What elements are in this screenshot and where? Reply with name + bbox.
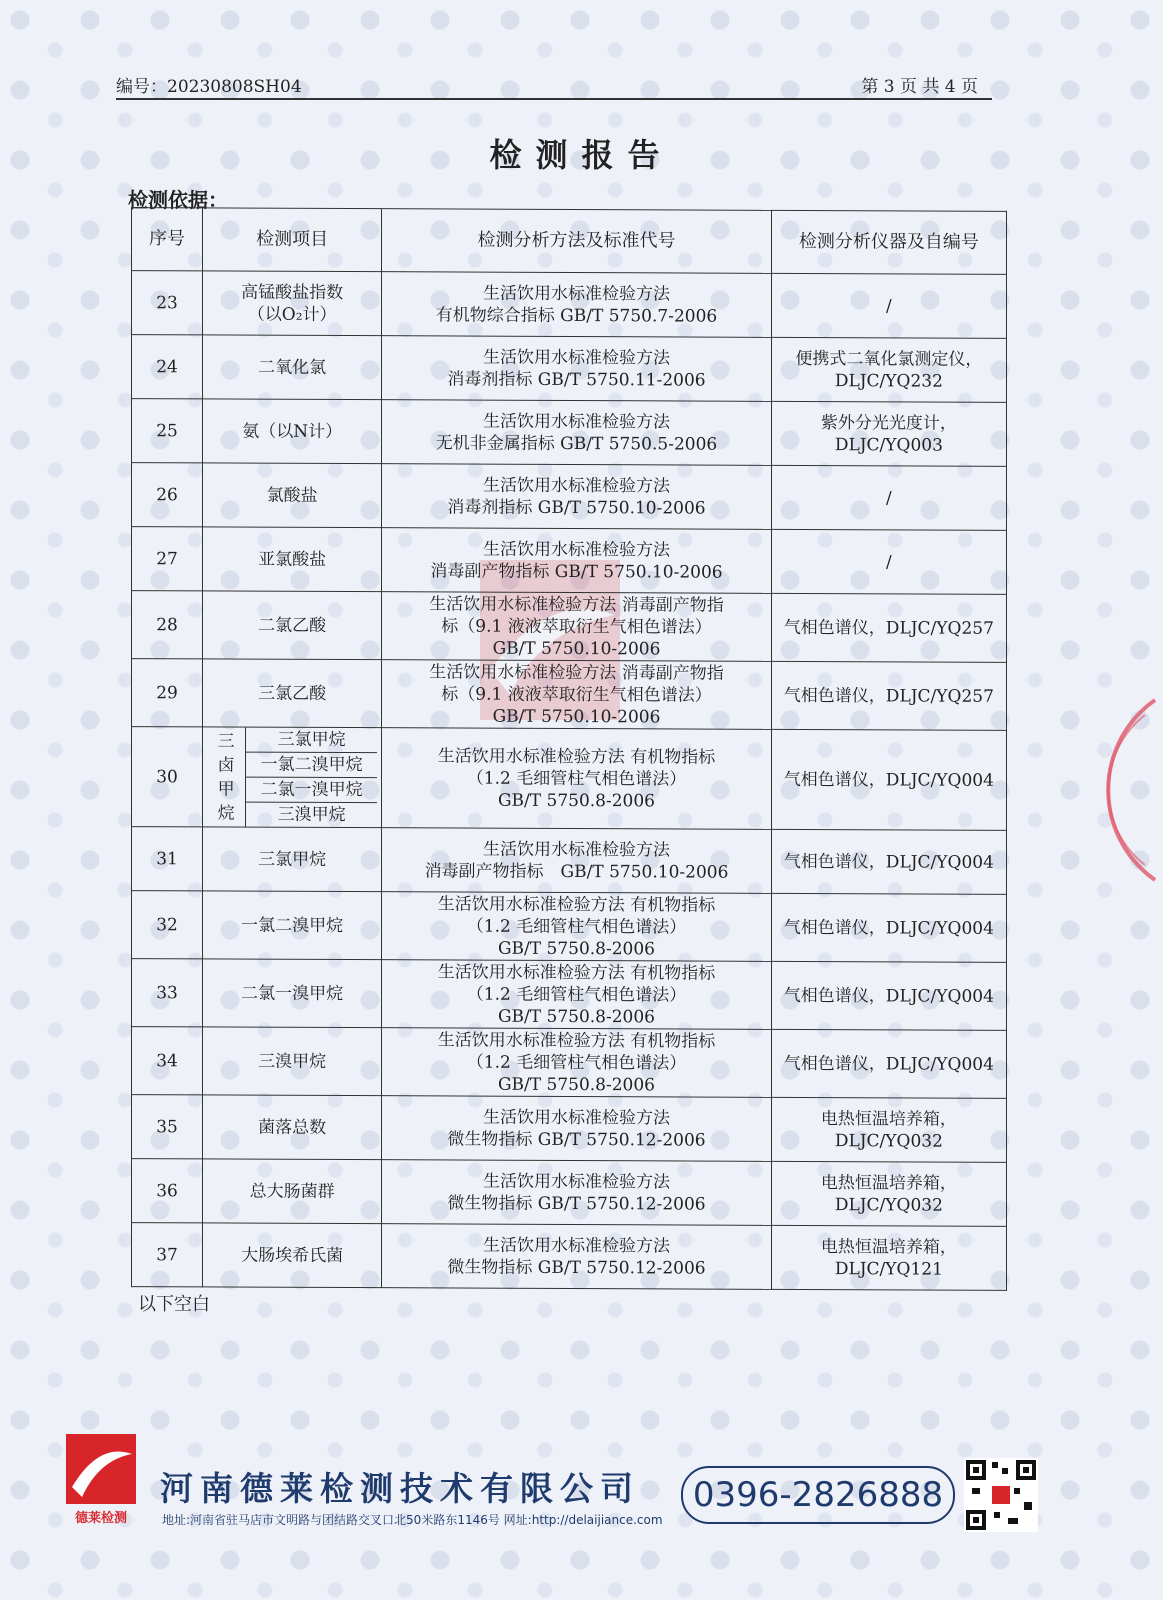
row-number: 37 (132, 1223, 203, 1287)
group-label: 三 卤 甲 烷 (207, 727, 246, 826)
row-number: 27 (132, 527, 203, 591)
method-cell: 生活饮用水标准检验方法 有机物综合指标 GB/T 5750.7-2006 (382, 272, 771, 338)
instrument-cell: 电热恒温培养箱， DLJC/YQ121 (771, 1225, 1006, 1290)
col-header-method: 检测分析方法及标准代号 (382, 209, 771, 274)
instrument-cell: 气相色谱仪，DLJC/YQ004 (771, 729, 1006, 830)
instrument-cell: / (771, 273, 1006, 338)
item-cell: 一氯二溴甲烷 (203, 891, 382, 960)
instrument-cell: 便携式二氧化氯测定仪， DLJC/YQ232 (771, 337, 1006, 402)
page-info: 第 3 页 共 4 页 (861, 77, 978, 97)
row-number: 24 (132, 335, 203, 399)
test-basis-table (131, 207, 1007, 1291)
method-cell: 生活饮用水标准检验方法 消毒剂指标 GB/T 5750.10-2006 (382, 464, 771, 530)
sub-item: 二氯一溴甲烷 (246, 777, 378, 803)
row-number: 30 (132, 727, 203, 827)
row-number: 28 (132, 591, 203, 659)
method-cell: 生活饮用水标准检验方法 有机物指标 （1.2 毛细管柱气相色谱法） GB/T 5750.8-2006 (382, 728, 771, 830)
sub-item: 三溴甲烷 (246, 802, 378, 827)
row-number: 33 (132, 959, 203, 1027)
report-number: 编号：20230808SH04 (116, 77, 302, 97)
row-number: 35 (132, 1095, 203, 1159)
table-row (132, 1095, 1007, 1163)
trihalomethane-group-cell (203, 727, 382, 828)
item-cell: 大肠埃希氏菌 (203, 1223, 382, 1288)
item-cell: 三溴甲烷 (203, 1027, 382, 1096)
seal-stamp (1060, 690, 1163, 890)
col-header-seq: 序号 (132, 208, 203, 271)
item-cell: 二氯一溴甲烷 (203, 959, 382, 1028)
method-cell: 生活饮用水标准检验方法 消毒副产物指 标（9.1 液液萃取衍生气相色谱法） GB/T 5750.10-2006 (382, 660, 771, 730)
method-cell: 生活饮用水标准检验方法 无机非金属指标 GB/T 5750.5-2006 (382, 400, 771, 466)
item-cell: 二氯乙酸 (203, 591, 382, 660)
company-phone: 0396-2826888 (681, 1466, 955, 1524)
company-logo (64, 1432, 138, 1527)
table-row (132, 827, 1007, 895)
method-cell: 生活饮用水标准检验方法 微生物指标 GB/T 5750.12-2006 (382, 1160, 771, 1226)
item-cell: 二氧化氯 (203, 335, 382, 400)
instrument-cell: 气相色谱仪，DLJC/YQ004 (771, 1029, 1006, 1098)
table-row (132, 527, 1007, 595)
table-row (132, 959, 1007, 1031)
row-number: 31 (132, 827, 203, 891)
table-row (132, 399, 1007, 467)
page-title: 检测报告 (489, 136, 674, 174)
method-cell: 生活饮用水标准检验方法 有机物指标 （1.2 毛细管柱气相色谱法） GB/T 5750.8-2006 (382, 1028, 771, 1098)
instrument-cell: 电热恒温培养箱， DLJC/YQ032 (771, 1097, 1006, 1162)
trihalomethane-subtable (207, 727, 377, 827)
instrument-cell: 气相色谱仪，DLJC/YQ004 (771, 829, 1006, 894)
table-row (132, 891, 1007, 963)
instrument-cell: 紫外分光光度计， DLJC/YQ003 (771, 401, 1006, 466)
item-cell: 氨（以N计） (203, 399, 382, 464)
row-number: 34 (132, 1027, 203, 1095)
item-cell: 氯酸盐 (203, 463, 382, 528)
table-row (132, 591, 1007, 663)
company-name: 河南德莱检测技术有限公司 (160, 1469, 640, 1508)
method-cell: 生活饮用水标准检验方法 消毒副产物指标 GB/T 5750.10-2006 (382, 528, 771, 594)
item-cell: 亚氯酸盐 (203, 527, 382, 592)
item-cell: 菌落总数 (203, 1095, 382, 1160)
row-number: 26 (132, 463, 203, 527)
row-number: 23 (132, 271, 203, 335)
basis-label: 检测依据： (128, 188, 228, 212)
sub-item: 一氯二溴甲烷 (246, 752, 378, 778)
report-header (116, 68, 992, 100)
table-row (132, 463, 1007, 531)
table-row (132, 1159, 1007, 1227)
item-cell: 三氯乙酸 (203, 659, 382, 728)
qr-code (964, 1458, 1038, 1532)
row-number: 29 (132, 659, 203, 727)
item-cell: 高锰酸盐指数 （以O₂计） (203, 271, 382, 336)
method-cell: 生活饮用水标准检验方法 有机物指标 （1.2 毛细管柱气相色谱法） GB/T 5750.8-2006 (382, 960, 771, 1030)
company-address: 地址:河南省驻马店市文明路与团结路交叉口北50米路东1146号 网址:http://delaijiance.com (162, 1513, 663, 1527)
method-cell: 生活饮用水标准检验方法 有机物指标 （1.2 毛细管柱气相色谱法） GB/T 5750.8-2006 (382, 892, 771, 962)
instrument-cell: 气相色谱仪，DLJC/YQ257 (771, 661, 1006, 730)
instrument-cell: / (771, 529, 1006, 594)
item-cell: 总大肠菌群 (203, 1159, 382, 1224)
instrument-cell: 气相色谱仪，DLJC/YQ257 (771, 593, 1006, 662)
instrument-cell: 电热恒温培养箱， DLJC/YQ032 (771, 1161, 1006, 1226)
col-header-instrument: 检测分析仪器及自编号 (771, 210, 1006, 274)
table-row (132, 727, 1007, 831)
method-cell: 生活饮用水标准检验方法 微生物指标 GB/T 5750.12-2006 (382, 1096, 771, 1162)
instrument-cell: / (771, 465, 1006, 530)
blank-below-note: 以下空白 (138, 1294, 210, 1315)
row-number: 25 (132, 399, 203, 463)
table-row (132, 271, 1007, 339)
method-cell: 生活饮用水标准检验方法 微生物指标 GB/T 5750.12-2006 (382, 1224, 771, 1290)
method-cell: 生活饮用水标准检验方法 消毒副产物指 标（9.1 液液萃取衍生气相色谱法） GB/T 5750.10-2006 (382, 592, 771, 662)
row-number: 36 (132, 1159, 203, 1223)
method-cell: 生活饮用水标准检验方法 消毒剂指标 GB/T 5750.11-2006 (382, 336, 771, 402)
table-row (132, 1027, 1007, 1099)
table-header-row (132, 208, 1007, 275)
row-number: 32 (132, 891, 203, 959)
table-row (132, 659, 1007, 731)
table-row (132, 335, 1007, 403)
item-cell: 三氯甲烷 (203, 827, 382, 892)
table-row (132, 1223, 1007, 1291)
instrument-cell: 气相色谱仪，DLJC/YQ004 (771, 961, 1006, 1030)
instrument-cell: 气相色谱仪，DLJC/YQ004 (771, 893, 1006, 962)
svg-text:德莱检测: 德莱检测 (74, 1511, 128, 1526)
sub-item: 三氯甲烷 (246, 728, 378, 753)
col-header-item: 检测项目 (203, 208, 382, 272)
method-cell: 生活饮用水标准检验方法 消毒副产物指标 GB/T 5750.10-2006 (382, 828, 771, 894)
